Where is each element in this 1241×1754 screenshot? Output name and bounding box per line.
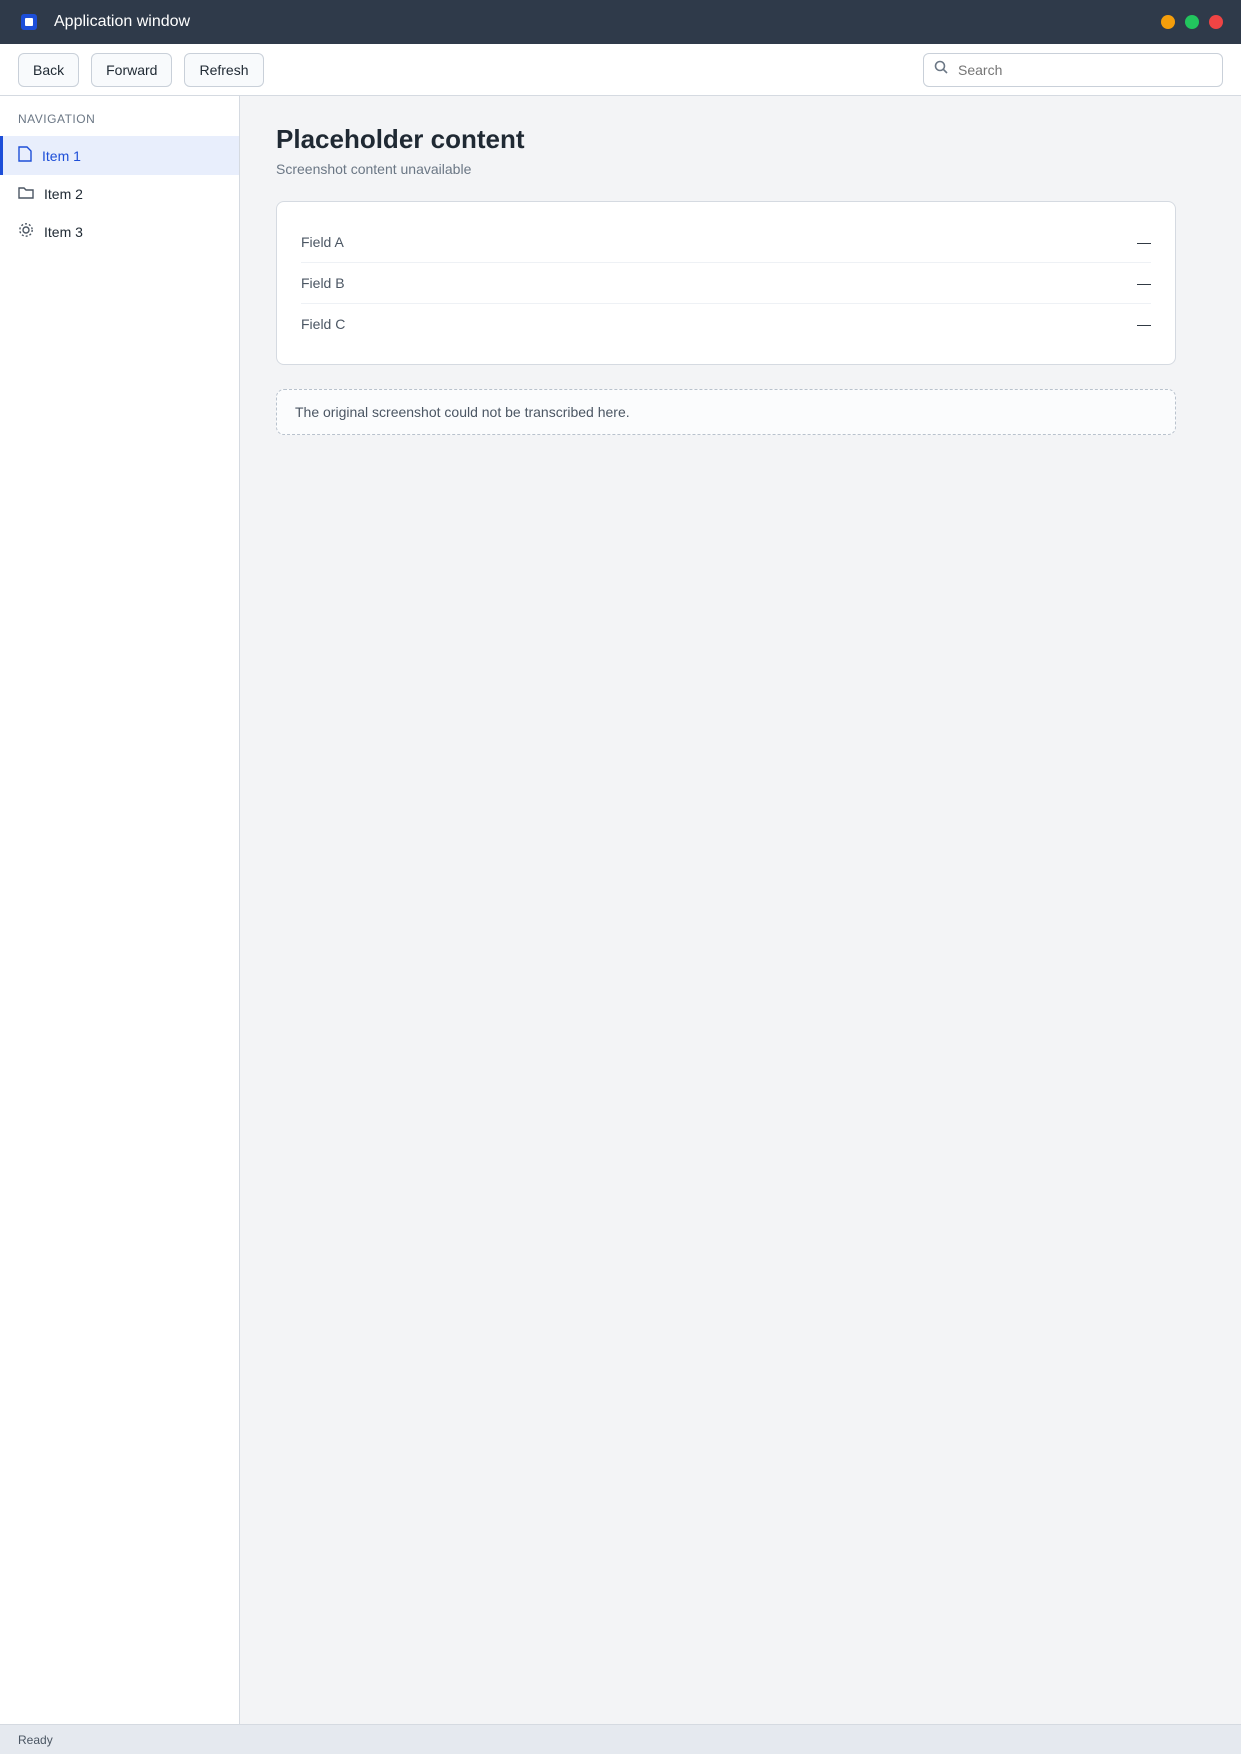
window-title: Application window: [54, 13, 191, 30]
app-icon: [18, 11, 40, 33]
window-body: [0, 96, 1241, 1724]
detail-row: [301, 222, 1151, 263]
refresh-button[interactable]: Refresh: [184, 53, 263, 87]
detail-label: Field B: [301, 275, 345, 291]
gear-icon: [18, 222, 34, 241]
sidebar-item-3[interactable]: [0, 212, 239, 251]
close-button[interactable]: [1209, 15, 1223, 29]
sidebar-item-2[interactable]: [0, 175, 239, 212]
page-subtitle: Screenshot content unavailable: [276, 161, 472, 177]
main-content: [240, 96, 1241, 1724]
search-icon-graphic: [934, 60, 948, 74]
search-input[interactable]: [956, 61, 1212, 79]
title-bar: [0, 0, 1241, 44]
detail-row: [301, 263, 1151, 304]
status-bar: [0, 1724, 1241, 1754]
sidebar-item-label: Item 3: [44, 223, 83, 240]
gear-icon-graphic: [18, 222, 34, 238]
placeholder-notice: The original screenshot could not be transcribed here.: [276, 389, 1176, 435]
detail-label: Field C: [301, 316, 346, 332]
sidebar: [0, 96, 240, 1724]
search-box: [923, 53, 1223, 87]
app-icon-graphic: [20, 13, 38, 31]
forward-button[interactable]: Forward: [91, 53, 172, 87]
sidebar-item-1[interactable]: [0, 136, 239, 175]
page-title: Placeholder content: [276, 124, 525, 154]
detail-value: —: [1137, 316, 1151, 332]
folder-icon-graphic: [18, 185, 34, 199]
maximize-button[interactable]: [1185, 15, 1199, 29]
file-icon-graphic: [18, 146, 32, 162]
window-controls: [1161, 15, 1223, 29]
detail-row: [301, 304, 1151, 344]
detail-value: —: [1137, 275, 1151, 291]
sidebar-item-label: Item 1: [42, 147, 81, 164]
file-icon: [18, 146, 32, 165]
detail-value: —: [1137, 234, 1151, 250]
folder-icon: [18, 185, 34, 202]
sidebar-heading: NAVIGATION: [18, 112, 96, 126]
back-button[interactable]: Back: [18, 53, 79, 87]
search-icon: [934, 60, 948, 79]
detail-label: Field A: [301, 234, 344, 250]
toolbar: [0, 44, 1241, 96]
details-panel: [276, 201, 1176, 365]
minimize-button[interactable]: [1161, 15, 1175, 29]
sidebar-item-label: Item 2: [44, 185, 83, 202]
status-text: Ready: [18, 1732, 53, 1747]
